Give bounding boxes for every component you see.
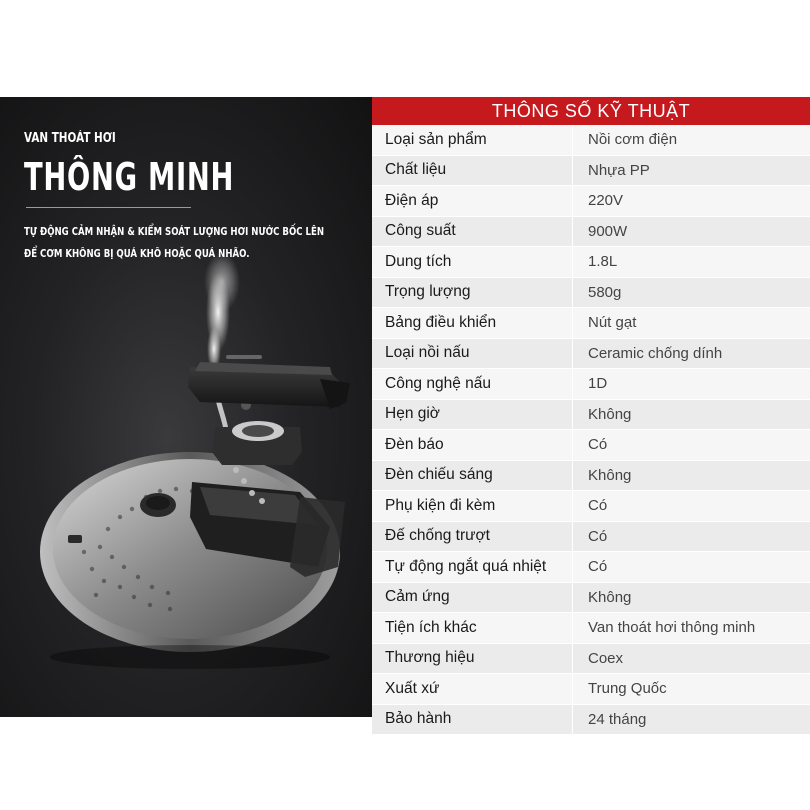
spec-label: Cảm ứng <box>385 588 450 606</box>
spec-label: Tự động ngắt quá nhiệt <box>385 557 547 575</box>
spec-value: Trung Quốc <box>572 674 810 704</box>
spec-label: Hẹn giờ <box>385 405 440 423</box>
promo-panel <box>0 97 372 717</box>
spec-label: Công nghệ nấu <box>385 374 492 392</box>
spec-row <box>372 125 810 156</box>
spec-row <box>372 400 810 431</box>
spec-value: Coex <box>572 644 810 674</box>
spec-label: Bảo hành <box>385 710 452 728</box>
promo-description-line-2: ĐỂ CƠM KHÔNG BỊ QUÁ KHÔ HOẶC QUÁ NHÃO. <box>24 247 250 260</box>
spec-value: 220V <box>572 186 810 216</box>
spec-label: Điện áp <box>385 191 439 209</box>
spec-label: Đèn chiếu sáng <box>385 466 493 484</box>
spec-table <box>372 97 810 728</box>
spec-value: Không <box>572 461 810 491</box>
spec-value: Van thoát hơi thông minh <box>572 613 810 643</box>
spec-rows <box>372 125 810 735</box>
spec-row <box>372 247 810 278</box>
promo-description <box>24 221 324 265</box>
spec-row <box>372 156 810 187</box>
spec-row <box>372 430 810 461</box>
spec-label: Trọng lượng <box>385 283 471 301</box>
spec-value: Không <box>572 400 810 430</box>
spec-value: 1D <box>572 369 810 399</box>
spec-row <box>372 613 810 644</box>
promo-description-line-1: TỰ ĐỘNG CẢM NHẬN & KIỂM SOÁT LƯỢNG HƠI NƯỚC BỐC LÊN <box>24 225 325 238</box>
spec-value: Nút gạt <box>572 308 810 338</box>
spec-row <box>372 674 810 705</box>
promo-subtitle: VAN THOÁT HƠI <box>24 131 116 146</box>
spec-row <box>372 308 810 339</box>
spec-value: 900W <box>572 217 810 247</box>
spec-label: Đế chống trượt <box>385 527 490 545</box>
spec-value: Có <box>572 430 810 460</box>
spec-row <box>372 217 810 248</box>
spec-label: Phụ kiện đi kèm <box>385 496 496 514</box>
spec-label: Loại sản phẩm <box>385 130 487 148</box>
spec-row <box>372 186 810 217</box>
spec-row <box>372 522 810 553</box>
spec-value: Có <box>572 522 810 552</box>
promo-divider <box>26 207 191 208</box>
spec-table-header: THÔNG SỐ KỸ THUẬT <box>372 97 810 125</box>
spec-label: Tiện ích khác <box>385 618 477 636</box>
spec-label: Đèn báo <box>385 435 444 453</box>
spec-value: Có <box>572 491 810 521</box>
spec-label: Thương hiệu <box>385 649 475 667</box>
spec-value: Nhựa PP <box>572 156 810 186</box>
spec-value: 24 tháng <box>572 705 810 735</box>
promo-title: THÔNG MINH <box>24 155 235 199</box>
spec-row <box>372 278 810 309</box>
spec-row <box>372 369 810 400</box>
spec-label: Xuất xứ <box>385 679 440 697</box>
spec-row <box>372 491 810 522</box>
spec-value: Ceramic chống dính <box>572 339 810 369</box>
spec-label: Bảng điều khiển <box>385 313 497 331</box>
spec-value: 1.8L <box>572 247 810 277</box>
spec-row <box>372 552 810 583</box>
spec-label: Loại nồi nấu <box>385 344 470 362</box>
spec-row <box>372 644 810 675</box>
spec-row <box>372 339 810 370</box>
spec-label: Công suất <box>385 222 456 240</box>
spec-row <box>372 583 810 614</box>
spec-row <box>372 461 810 492</box>
spec-label: Chất liệu <box>385 161 447 179</box>
spec-label: Dung tích <box>385 252 452 270</box>
spec-value: 580g <box>572 278 810 308</box>
spec-value: Có <box>572 552 810 582</box>
spec-value: Nồi cơm điện <box>572 125 810 155</box>
spec-value: Không <box>572 583 810 613</box>
spec-row <box>372 705 810 736</box>
